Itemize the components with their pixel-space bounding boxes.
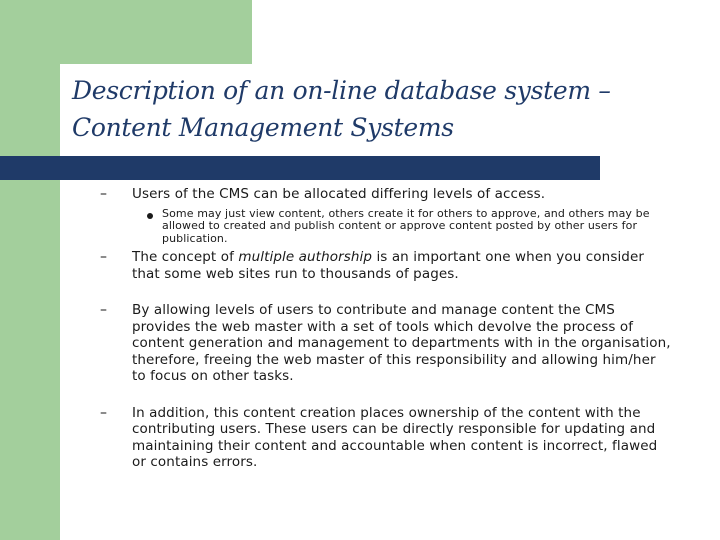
bullet-item bbox=[72, 302, 672, 385]
emphasis-text: multiple authorship bbox=[238, 249, 373, 265]
sub-bullet-text: Some may just view content, others create it for others to approve, and others may be allowed to created and publish content or approve content posted by other users for publication. bbox=[162, 206, 650, 245]
bullet-dot-icon bbox=[147, 213, 153, 219]
bullet-item bbox=[72, 186, 672, 203]
dash-marker: – bbox=[100, 186, 107, 202]
sub-bullet-item bbox=[72, 208, 672, 246]
slide-content bbox=[72, 186, 672, 471]
bullet-text-part: The concept of bbox=[132, 249, 239, 265]
bullet-text: By allowing levels of users to contribute and manage content the CMS provides the web master with a set of tools which devolve the process of content generation and management to departments with in the organisation, therefore, freeing the web master of this responsibility and allowing him/her to focus on other tasks. bbox=[132, 302, 671, 384]
decorative-green-strip-left bbox=[0, 0, 60, 540]
dash-marker: – bbox=[100, 302, 107, 318]
dash-marker: – bbox=[100, 404, 107, 421]
bullet-item bbox=[72, 249, 672, 282]
bullet-text: In addition, this content creation places ownership of the content with the contributing users. These users can be directly responsible for updating and maintaining their content and accountable when content is incorrect, flawed or contains errors. bbox=[132, 404, 658, 470]
slide-title: Description of an on-line database system – Content Management Systems bbox=[72, 76, 611, 142]
title-underline-bar bbox=[0, 156, 600, 180]
bullet-item bbox=[72, 405, 672, 471]
bullet-text bbox=[132, 249, 672, 282]
bullet-text: Users of the CMS can be allocated differing levels of access. bbox=[132, 186, 546, 202]
bullet-text-part: is an important one when you consider that some web sites run to thousands of pages. bbox=[132, 249, 645, 282]
dash-marker: – bbox=[100, 249, 107, 265]
